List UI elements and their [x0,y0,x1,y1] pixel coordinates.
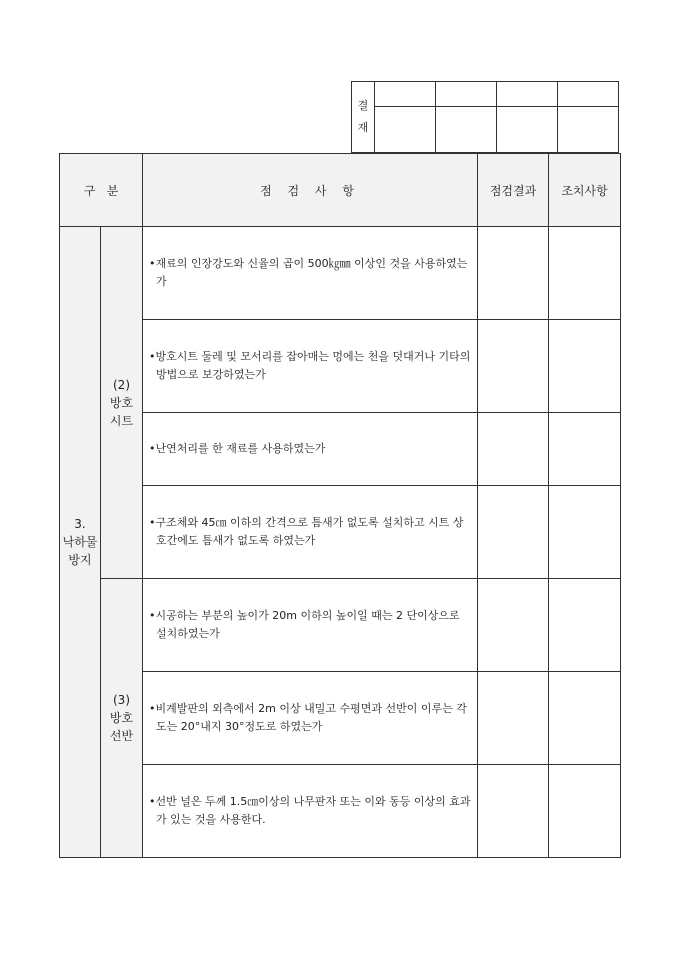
table-row [60,765,621,858]
result-cell[interactable] [478,320,549,413]
check-item: •방호시트 둘레 및 모서리를 잡아매는 멍에는 천을 덧대거나 기타의 방법으로 보강하였는가 [143,320,478,413]
action-cell[interactable] [549,320,621,413]
table-row [60,486,621,579]
approval-label: 결 재 [352,82,375,153]
header-result: 점검결과 [478,154,549,227]
table-row [60,672,621,765]
action-cell[interactable] [549,672,621,765]
check-item: •난연처리를 한 재료를 사용하였는가 [143,413,478,486]
approval-sign-cell-4[interactable] [558,107,619,153]
checklist-table [59,153,621,858]
table-row [60,579,621,672]
check-item: •재료의 인장강도와 신율의 곱이 500㎏㎜ 이상인 것을 사용하였는가 [143,227,478,320]
check-item: •비계발판의 외측에서 2m 이상 내밀고 수평면과 선반이 이루는 각도는 20°내지 30°정도로 하였는가 [143,672,478,765]
check-item: •선반 널은 두께 1.5㎝이상의 나무판자 또는 이와 동등 이상의 효과가 있는 것을 사용한다. [143,765,478,858]
header-action: 조치사항 [549,154,621,227]
check-item: •구조체와 45㎝ 이하의 간격으로 틈새가 없도록 설치하고 시트 상호간에도 틈새가 없도록 하였는가 [143,486,478,579]
action-cell[interactable] [549,413,621,486]
table-row [60,320,621,413]
result-cell[interactable] [478,765,549,858]
approval-sign-cell-3[interactable] [497,107,558,153]
group-label: (3) 방호 선반 [101,579,143,858]
result-cell[interactable] [478,486,549,579]
header-category: 구 분 [60,154,143,227]
action-cell[interactable] [549,486,621,579]
approval-title-cell-1 [375,82,436,107]
section-label: 3. 낙하물 방지 [60,227,101,858]
approval-box [351,81,619,153]
approval-title-cell-3 [497,82,558,107]
header-row [60,154,621,227]
action-cell[interactable] [549,765,621,858]
approval-title-cell-4 [558,82,619,107]
action-cell[interactable] [549,579,621,672]
result-cell[interactable] [478,579,549,672]
action-cell[interactable] [549,227,621,320]
approval-sign-cell-2[interactable] [436,107,497,153]
group-label: (2) 방호 시트 [101,227,143,579]
table-row [60,413,621,486]
header-items: 점 검 사 항 [143,154,478,227]
approval-sign-cell-1[interactable] [375,107,436,153]
result-cell[interactable] [478,413,549,486]
result-cell[interactable] [478,672,549,765]
approval-title-cell-2 [436,82,497,107]
result-cell[interactable] [478,227,549,320]
table-row [60,227,621,320]
check-item: •시공하는 부분의 높이가 20m 이하의 높이일 때는 2 단이상으로 설치하였는가 [143,579,478,672]
